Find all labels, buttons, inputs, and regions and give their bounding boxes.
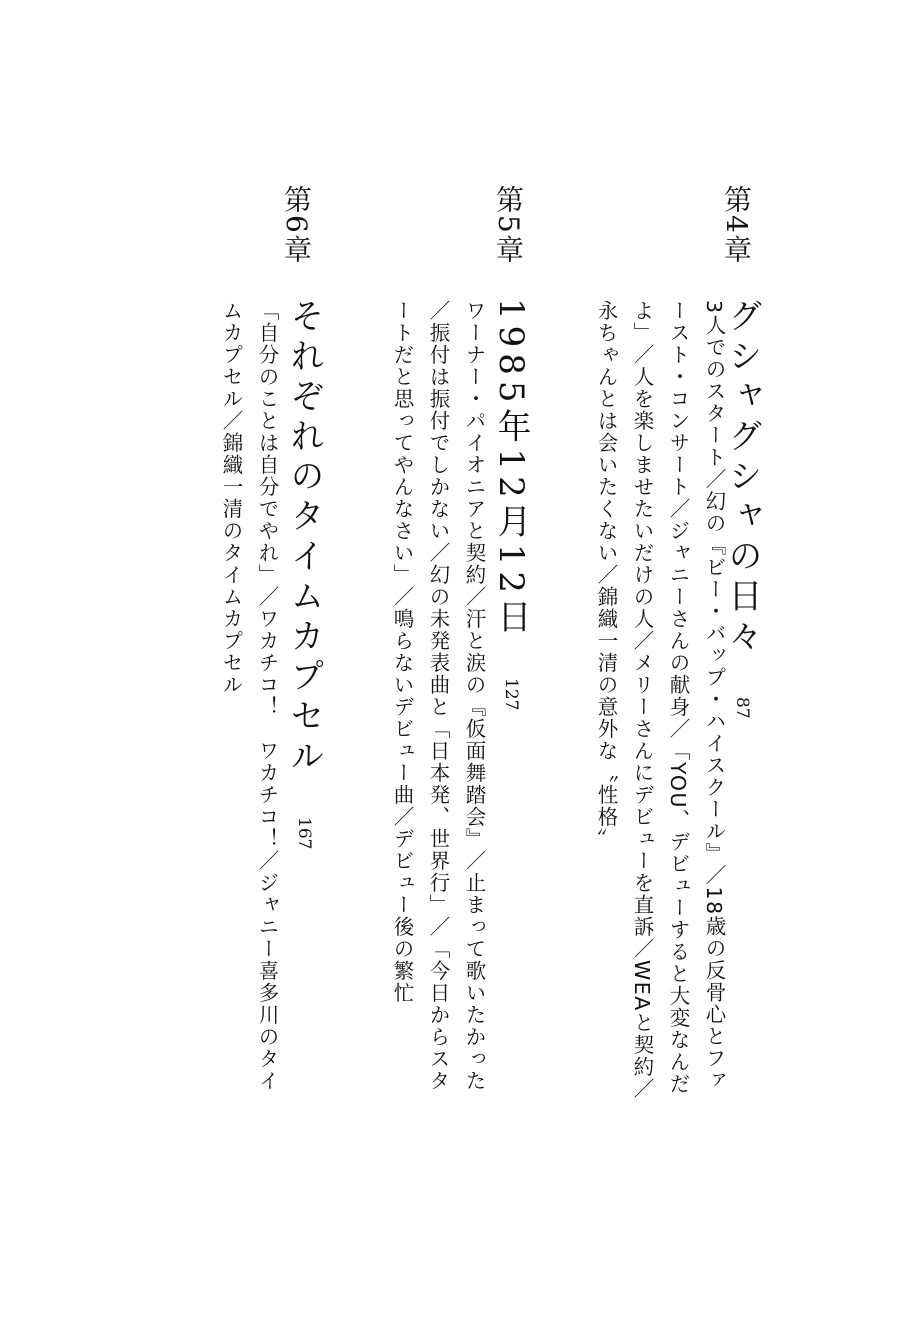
chapter-5-title (491, 298, 531, 711)
chapter-5-label: 第5章 (492, 185, 525, 265)
chapter-6-title (284, 298, 324, 850)
chapter-4-summary: 3人でのスタート／幻の『ビー・バップ・ハイスクール』／18歳の反骨心とファースト・コンサート／ジャニーさんの献身／「YOU、デビューすると大変なんだよ」／人を楽しませたいだけの人／メリーさんにデビューを直訴／WEAと契約／永ちゃんとは会いたくない／錦織一清の意外な〝性格〟 (594, 300, 726, 1100)
chapter-4-label: 第4章 (720, 185, 753, 265)
chapter-6-summary: 「自分のことは自分でやれ」／ワカチコ！ ワカチコ！／ジャニー喜多川のタイムカプセル／錦織一清のタイムカプセル (219, 300, 279, 1092)
chapter-6-label: 第6章 (280, 185, 313, 265)
chapter-5-summary: ワーナー・パイオニアと契約／汗と涙の『仮面舞踏会』／止まって歌いたかった／振付は振付でしかない／幻の未発表曲と「日本発、世界行」／「今日からスタートだと思ってやんなさい」／鳴らないデビュー曲／デビュー後の繁忙 (390, 300, 486, 1092)
chapter-4-title-text: グシャグシャの日々 (722, 298, 762, 658)
chapter-5-title-text: 1985年12月12日 (491, 298, 531, 640)
chapter-6-title-text: それぞれのタイムカプセル (284, 298, 324, 778)
chapter-5-page-number: 127 (501, 677, 521, 711)
chapter-4-page-number: 87 (732, 696, 752, 719)
chapter-6-page-number: 167 (294, 816, 314, 850)
